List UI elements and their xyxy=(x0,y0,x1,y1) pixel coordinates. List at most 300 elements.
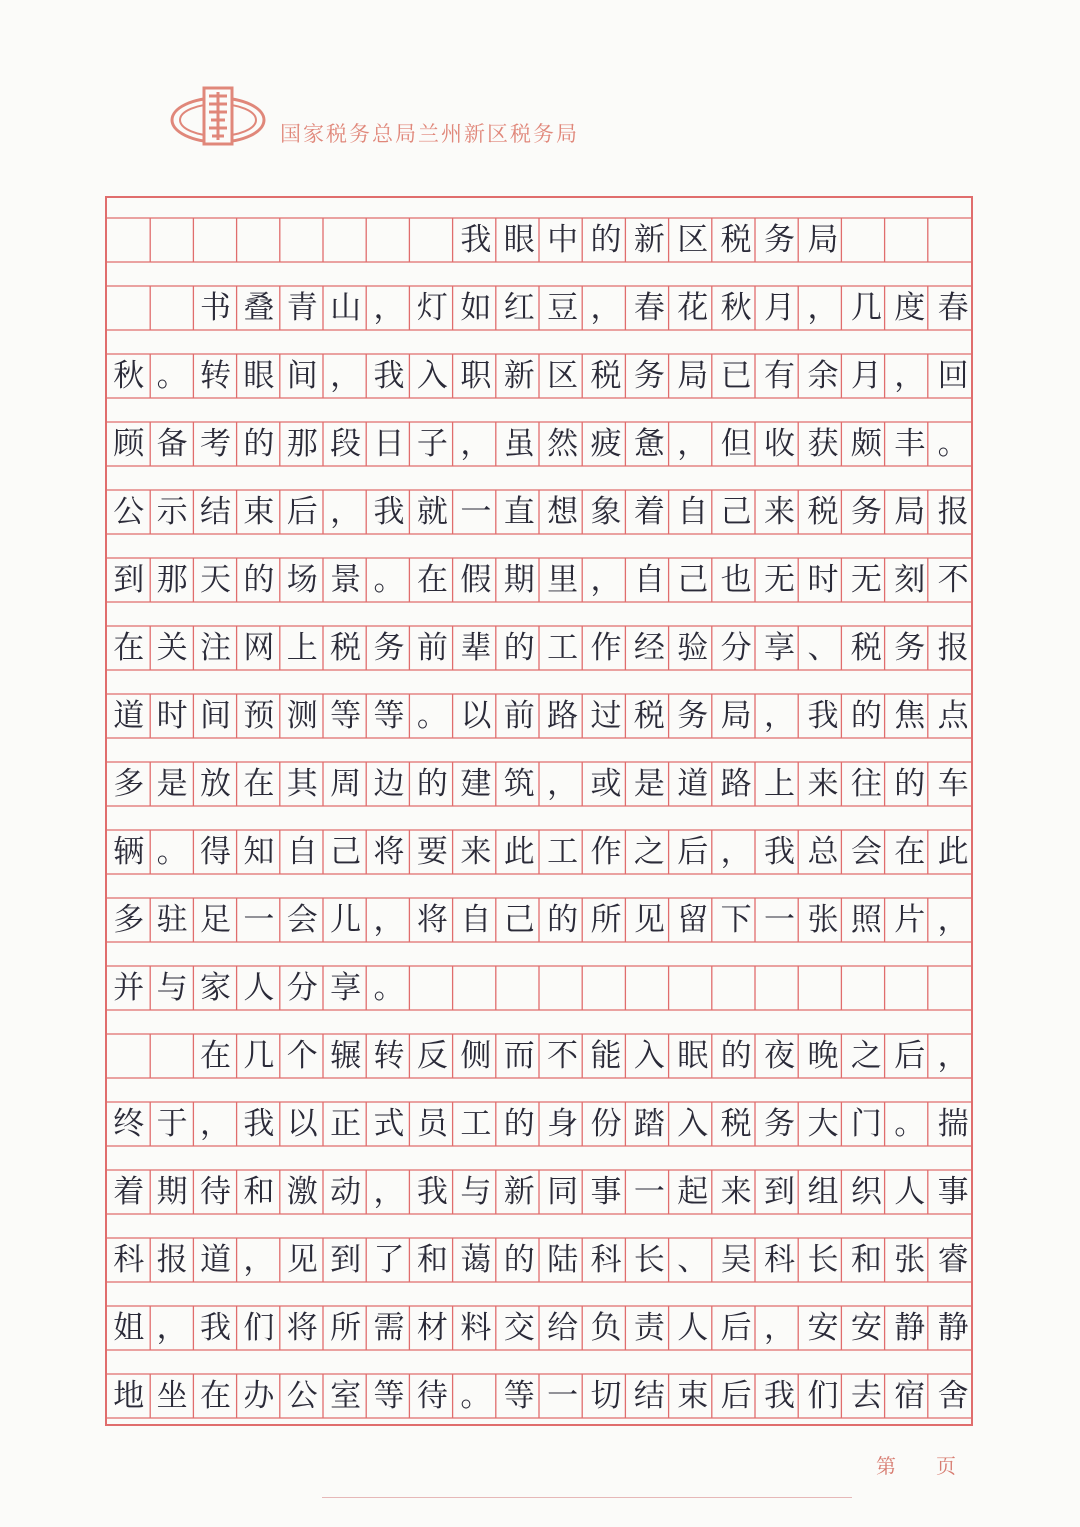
grid-cell: 眼 xyxy=(503,221,535,258)
grid-cell: 揣 xyxy=(937,1105,969,1142)
grid-cell: 预 xyxy=(243,697,275,734)
grid-cell: 或 xyxy=(590,765,622,802)
grid-cell xyxy=(367,218,410,262)
grid-cell: ， xyxy=(590,289,622,326)
grid-cell: 己 xyxy=(720,493,752,530)
grid-cell: 交 xyxy=(503,1309,535,1346)
grid-cell: 在 xyxy=(894,833,926,870)
grid-cell: 激 xyxy=(286,1173,318,1210)
grid-cell: 陆 xyxy=(547,1241,579,1278)
grid-cell: 验 xyxy=(677,629,709,666)
grid-cell: 想 xyxy=(547,493,579,530)
grid-cell: 那 xyxy=(286,425,318,462)
grid-cell: 等 xyxy=(373,697,405,734)
grid-cell: 料 xyxy=(460,1309,492,1346)
grid-cell: 但 xyxy=(720,425,752,462)
grid-cell: 己 xyxy=(330,833,362,870)
grid-cell: 税 xyxy=(590,357,622,394)
grid-cell: 驻 xyxy=(156,901,188,938)
grid-cell: 人 xyxy=(894,1173,926,1210)
grid-cell: 会 xyxy=(286,901,318,938)
grid-cell: 一 xyxy=(764,901,796,938)
grid-cell: 晚 xyxy=(807,1037,839,1074)
grid-cell: 工 xyxy=(547,629,579,666)
grid-cell: 道 xyxy=(199,1241,231,1278)
grid-cell: 长 xyxy=(807,1241,839,1278)
grid-cell: 我 xyxy=(764,833,796,870)
grid-cell: 报 xyxy=(156,1241,188,1278)
grid-cell: 上 xyxy=(764,765,796,802)
grid-cell: 睿 xyxy=(937,1241,969,1278)
grid-cell: 务 xyxy=(850,493,882,530)
grid-cell xyxy=(411,218,454,262)
grid-cell: 将 xyxy=(286,1309,318,1346)
grid-cell: 过 xyxy=(590,697,622,734)
grid-cell: ， xyxy=(373,901,405,938)
grid-cell: ， xyxy=(199,1105,231,1142)
grid-cell: 段 xyxy=(330,425,362,462)
grid-cell: 一 xyxy=(633,1173,665,1210)
grid-cell: 区 xyxy=(547,357,579,394)
grid-cell: 然 xyxy=(547,425,579,462)
grid-cell: 报 xyxy=(937,493,969,530)
grid-cell: 多 xyxy=(113,765,145,802)
grid-cell: ， xyxy=(330,493,362,530)
grid-cell: 踏 xyxy=(633,1105,665,1142)
grid-cell: 车 xyxy=(937,765,969,802)
grid-cell: 下 xyxy=(720,901,752,938)
grid-cell: 静 xyxy=(894,1309,926,1346)
grid-row xyxy=(107,762,975,806)
grid-cell: 。 xyxy=(156,833,188,870)
grid-cell: 秋 xyxy=(113,357,145,394)
grid-cell: ， xyxy=(330,357,362,394)
grid-cell: 份 xyxy=(590,1105,622,1142)
grid-cell: 留 xyxy=(677,901,709,938)
grid-cell: 室 xyxy=(330,1377,362,1414)
grid-cell: 到 xyxy=(113,561,145,598)
grid-cell: 给 xyxy=(547,1309,579,1346)
grid-cell: ， xyxy=(547,765,579,802)
grid-cell: 在 xyxy=(243,765,275,802)
grid-cell xyxy=(150,1034,193,1078)
grid-cell: 职 xyxy=(460,357,492,394)
grid-cell xyxy=(194,218,237,262)
grid-cell: 转 xyxy=(373,1037,405,1074)
grid-cell: 静 xyxy=(937,1309,969,1346)
grid-cell: 工 xyxy=(460,1105,492,1142)
grid-cell: 照 xyxy=(850,901,882,938)
page-number-label: 第 页 xyxy=(876,1454,956,1478)
grid-cell: 我 xyxy=(460,221,492,258)
grid-cell: 自 xyxy=(460,901,492,938)
grid-cell: 、 xyxy=(677,1241,709,1278)
grid-cell: 边 xyxy=(373,765,405,802)
grid-row xyxy=(107,626,975,670)
grid-cell: 科 xyxy=(764,1241,796,1278)
grid-cell: 我 xyxy=(373,493,405,530)
grid-cell xyxy=(888,966,931,1010)
grid-cell: 见 xyxy=(633,901,665,938)
grid-row xyxy=(107,966,975,1010)
grid-cell: 无 xyxy=(850,561,882,598)
grid-cell: 前 xyxy=(416,629,448,666)
grid-cell: 局 xyxy=(894,493,926,530)
grid-cell: 新 xyxy=(503,1173,535,1210)
grid-cell: 足 xyxy=(199,901,231,938)
grid-cell: 工 xyxy=(547,833,579,870)
grid-cell: ， xyxy=(937,901,969,938)
grid-cell: 自 xyxy=(633,561,665,598)
grid-cell: 税 xyxy=(850,629,882,666)
grid-cell: 注 xyxy=(199,629,231,666)
grid-cell: ， xyxy=(156,1309,188,1346)
grid-cell: 报 xyxy=(937,629,969,666)
grid-cell: ， xyxy=(937,1037,969,1074)
grid-cell: 公 xyxy=(286,1377,318,1414)
grid-cell: 来 xyxy=(807,765,839,802)
grid-cell: 个 xyxy=(286,1037,318,1074)
grid-cell: 上 xyxy=(286,629,318,666)
grid-cell: 张 xyxy=(807,901,839,938)
grid-cell: 之 xyxy=(850,1037,882,1074)
grid-cell: 并 xyxy=(113,969,145,1006)
grid-cell xyxy=(107,1034,150,1078)
grid-cell: 时 xyxy=(807,561,839,598)
grid-cell: 点 xyxy=(937,697,969,734)
grid-cell xyxy=(281,218,324,262)
grid-cell: 享 xyxy=(764,629,796,666)
grid-cell: 的 xyxy=(720,1037,752,1074)
grid-cell: 能 xyxy=(590,1037,622,1074)
grid-cell: 等 xyxy=(503,1377,535,1414)
grid-cell xyxy=(671,966,714,1010)
grid-cell: 直 xyxy=(503,493,535,530)
grid-cell: 的 xyxy=(850,697,882,734)
grid-cell: 已 xyxy=(720,357,752,394)
grid-cell: 负 xyxy=(590,1309,622,1346)
grid-cell: 等 xyxy=(330,697,362,734)
grid-row xyxy=(107,1374,975,1418)
grid-cell: 期 xyxy=(156,1173,188,1210)
grid-cell: 反 xyxy=(416,1037,448,1074)
grid-cell: 。 xyxy=(373,969,405,1006)
grid-cell: 一 xyxy=(547,1377,579,1414)
grid-cell: 以 xyxy=(460,697,492,734)
grid-cell: 结 xyxy=(199,493,231,530)
grid-cell xyxy=(107,286,150,330)
grid-cell: ， xyxy=(590,561,622,598)
grid-cell: 入 xyxy=(677,1105,709,1142)
grid-cell: 着 xyxy=(113,1173,145,1210)
grid-cell: 分 xyxy=(286,969,318,1006)
grid-cell: 组 xyxy=(807,1173,839,1210)
grid-row xyxy=(107,830,975,874)
grid-cell: 几 xyxy=(850,289,882,326)
grid-cell: 事 xyxy=(937,1173,969,1210)
grid-cell: 总 xyxy=(807,833,839,870)
grid-cell: 将 xyxy=(373,833,405,870)
grid-cell: 后 xyxy=(720,1377,752,1414)
grid-cell: 在 xyxy=(416,561,448,598)
grid-cell: 间 xyxy=(199,697,231,734)
grid-cell: 终 xyxy=(113,1105,145,1142)
grid-cell: 侧 xyxy=(460,1037,492,1074)
grid-cell: 示 xyxy=(156,493,188,530)
grid-cell: 道 xyxy=(677,765,709,802)
grid-cell: 局 xyxy=(720,697,752,734)
grid-cell: 辆 xyxy=(113,833,145,870)
grid-cell: 的 xyxy=(416,765,448,802)
grid-cell: 得 xyxy=(199,833,231,870)
grid-cell: 测 xyxy=(286,697,318,734)
grid-row xyxy=(107,218,975,262)
grid-cell: ， xyxy=(373,1173,405,1210)
grid-cell: 。 xyxy=(894,1105,926,1142)
grid-cell: 刻 xyxy=(894,561,926,598)
grid-cell: 里 xyxy=(547,561,579,598)
grid-cell: 。 xyxy=(937,425,969,462)
grid-cell: 作 xyxy=(590,629,622,666)
grid-cell: 无 xyxy=(764,561,796,598)
grid-cell xyxy=(150,218,193,262)
grid-row xyxy=(107,898,975,942)
grid-cell: 道 xyxy=(113,697,145,734)
grid-cell xyxy=(931,966,974,1010)
grid-cell: 待 xyxy=(199,1173,231,1210)
grid-cell: 与 xyxy=(460,1173,492,1210)
grid-cell: 丰 xyxy=(894,425,926,462)
grid-cell: 书 xyxy=(199,289,231,326)
grid-cell: 待 xyxy=(416,1377,448,1414)
grid-cell: 切 xyxy=(590,1377,622,1414)
grid-cell: 辈 xyxy=(460,629,492,666)
grid-cell: 叠 xyxy=(243,289,275,326)
grid-cell: 会 xyxy=(850,833,882,870)
grid-cell: 期 xyxy=(503,561,535,598)
grid-cell: 余 xyxy=(807,357,839,394)
grid-cell: 灯 xyxy=(416,289,448,326)
grid-cell: 务 xyxy=(633,357,665,394)
grid-cell: 知 xyxy=(243,833,275,870)
grid-cell: 月 xyxy=(764,289,796,326)
grid-cell: 科 xyxy=(113,1241,145,1278)
grid-cell: 自 xyxy=(286,833,318,870)
grid-cell: 去 xyxy=(850,1377,882,1414)
grid-row xyxy=(107,422,975,466)
grid-cell xyxy=(801,966,844,1010)
grid-cell: 的 xyxy=(503,1105,535,1142)
grid-cell: 税 xyxy=(330,629,362,666)
grid-cell: 回 xyxy=(937,357,969,394)
grid-cell: 务 xyxy=(373,629,405,666)
grid-cell: 到 xyxy=(330,1241,362,1278)
grid-cell: 的 xyxy=(894,765,926,802)
grid-cell: 的 xyxy=(547,901,579,938)
grid-cell: 放 xyxy=(199,765,231,802)
grid-cell: 后 xyxy=(720,1309,752,1346)
grid-cell: 而 xyxy=(503,1037,535,1074)
grid-cell: 景 xyxy=(330,561,362,598)
grid-cell: 束 xyxy=(243,493,275,530)
grid-cell: 花 xyxy=(677,289,709,326)
grid-cell: 筑 xyxy=(503,765,535,802)
grid-cell: 的 xyxy=(590,221,622,258)
grid-cell: 务 xyxy=(764,221,796,258)
grid-cell: 门 xyxy=(850,1105,882,1142)
grid-cell: ， xyxy=(373,289,405,326)
grid-cell: 见 xyxy=(286,1241,318,1278)
grid-cell: 中 xyxy=(547,221,579,258)
grid-row xyxy=(107,490,975,534)
grid-cell: 于 xyxy=(156,1105,188,1142)
grid-cell: 将 xyxy=(416,901,448,938)
grid-cell: 豆 xyxy=(547,289,579,326)
grid-cell: 们 xyxy=(807,1377,839,1414)
grid-cell: 。 xyxy=(416,697,448,734)
grid-cell: 的 xyxy=(503,1241,535,1278)
grid-cell: 自 xyxy=(677,493,709,530)
grid-cell: 办 xyxy=(243,1377,275,1414)
grid-cell: 山 xyxy=(330,289,362,326)
grid-cell: ， xyxy=(720,833,752,870)
grid-cell: 织 xyxy=(850,1173,882,1210)
grid-cell: 务 xyxy=(677,697,709,734)
grid-cell: 身 xyxy=(547,1105,579,1142)
grid-row xyxy=(107,354,975,398)
grid-cell: 考 xyxy=(199,425,231,462)
grid-cell: 正 xyxy=(330,1105,362,1142)
grid-cell: 安 xyxy=(850,1309,882,1346)
grid-cell: 子 xyxy=(416,425,448,462)
grid-cell xyxy=(498,966,541,1010)
grid-cell: 那 xyxy=(156,561,188,598)
footer-divider xyxy=(322,1497,852,1498)
grid-cell: 等 xyxy=(373,1377,405,1414)
grid-cell: 经 xyxy=(633,629,665,666)
grid-cell: 我 xyxy=(416,1173,448,1210)
grid-cell: 如 xyxy=(460,289,492,326)
org-name: 国家税务总局兰州新区税务局 xyxy=(280,122,579,146)
grid-cell: 舍 xyxy=(937,1377,969,1414)
grid-cell: 网 xyxy=(243,629,275,666)
grid-cell: 动 xyxy=(330,1173,362,1210)
grid-cell: 和 xyxy=(243,1173,275,1210)
grid-cell: 到 xyxy=(764,1173,796,1210)
grid-cell: 我 xyxy=(199,1309,231,1346)
grid-cell: 结 xyxy=(633,1377,665,1414)
grid-cell: 焦 xyxy=(894,697,926,734)
grid-cell: 我 xyxy=(243,1105,275,1142)
grid-cell: 区 xyxy=(677,221,709,258)
grid-cell: 象 xyxy=(590,493,622,530)
grid-cell: 前 xyxy=(503,697,535,734)
grid-cell: 来 xyxy=(764,493,796,530)
grid-cell: 新 xyxy=(633,221,665,258)
grid-cell: 往 xyxy=(850,765,882,802)
grid-cell: 人 xyxy=(243,969,275,1006)
grid-cell: 颇 xyxy=(850,425,882,462)
grid-cell: 也 xyxy=(720,561,752,598)
grid-cell: 同 xyxy=(547,1173,579,1210)
grid-cell: 秋 xyxy=(720,289,752,326)
grid-cell: 大 xyxy=(807,1105,839,1142)
grid-cell: 和 xyxy=(416,1241,448,1278)
grid-cell: 与 xyxy=(156,969,188,1006)
grid-cell: 在 xyxy=(199,1037,231,1074)
grid-cell: 几 xyxy=(243,1037,275,1074)
grid-cell: 局 xyxy=(677,357,709,394)
grid-cell: 建 xyxy=(460,765,492,802)
grid-cell: 着 xyxy=(633,493,665,530)
grid-cell: 儿 xyxy=(330,901,362,938)
grid-cell: 路 xyxy=(547,697,579,734)
grid-cell: 间 xyxy=(286,357,318,394)
grid-cell: 收 xyxy=(764,425,796,462)
grid-cell: 之 xyxy=(633,833,665,870)
grid-cell: 夜 xyxy=(764,1037,796,1074)
grid-cell: 入 xyxy=(416,357,448,394)
grid-cell: 青 xyxy=(286,289,318,326)
grid-cell: 红 xyxy=(503,289,535,326)
grid-cell: 时 xyxy=(156,697,188,734)
grid-cell: 安 xyxy=(807,1309,839,1346)
grid-cell: 多 xyxy=(113,901,145,938)
grid-row xyxy=(107,694,975,738)
grid-row xyxy=(107,286,975,330)
grid-cell: 周 xyxy=(330,765,362,802)
grid-row xyxy=(107,1170,975,1214)
grid-cell: 我 xyxy=(373,357,405,394)
grid-cell: 务 xyxy=(764,1105,796,1142)
grid-cell: 后 xyxy=(894,1037,926,1074)
grid-cell: 张 xyxy=(894,1241,926,1278)
grid-cell: 要 xyxy=(416,833,448,870)
grid-cell: 新 xyxy=(503,357,535,394)
grid-cell: 春 xyxy=(937,289,969,326)
grid-cell: 日 xyxy=(373,425,405,462)
grid-cell: 姐 xyxy=(113,1309,145,1346)
grid-cell: 春 xyxy=(633,289,665,326)
grid-cell: 在 xyxy=(113,629,145,666)
grid-cell xyxy=(845,966,888,1010)
grid-cell: 来 xyxy=(460,833,492,870)
grid-cell: 蔼 xyxy=(460,1241,492,1278)
grid-cell: 科 xyxy=(590,1241,622,1278)
grid-cell: 。 xyxy=(373,561,405,598)
grid-cell: 一 xyxy=(460,493,492,530)
grid-cell: 一 xyxy=(243,901,275,938)
grid-cell: 税 xyxy=(807,493,839,530)
grid-cell xyxy=(888,218,931,262)
grid-cell: 眼 xyxy=(243,357,275,394)
grid-cell: 疲 xyxy=(590,425,622,462)
grid-cell xyxy=(541,966,584,1010)
grid-cell: ， xyxy=(807,289,839,326)
grid-cell: 的 xyxy=(243,561,275,598)
grid-cell: 备 xyxy=(156,425,188,462)
grid-cell: 宿 xyxy=(894,1377,926,1414)
grid-cell: 眠 xyxy=(677,1037,709,1074)
grid-cell: 是 xyxy=(633,765,665,802)
grid-cell: 度 xyxy=(894,289,926,326)
grid-cell xyxy=(758,966,801,1010)
grid-row xyxy=(107,558,975,602)
grid-cell xyxy=(845,218,888,262)
grid-cell: 需 xyxy=(373,1309,405,1346)
grid-cell: 后 xyxy=(677,833,709,870)
grid-cell xyxy=(237,218,280,262)
